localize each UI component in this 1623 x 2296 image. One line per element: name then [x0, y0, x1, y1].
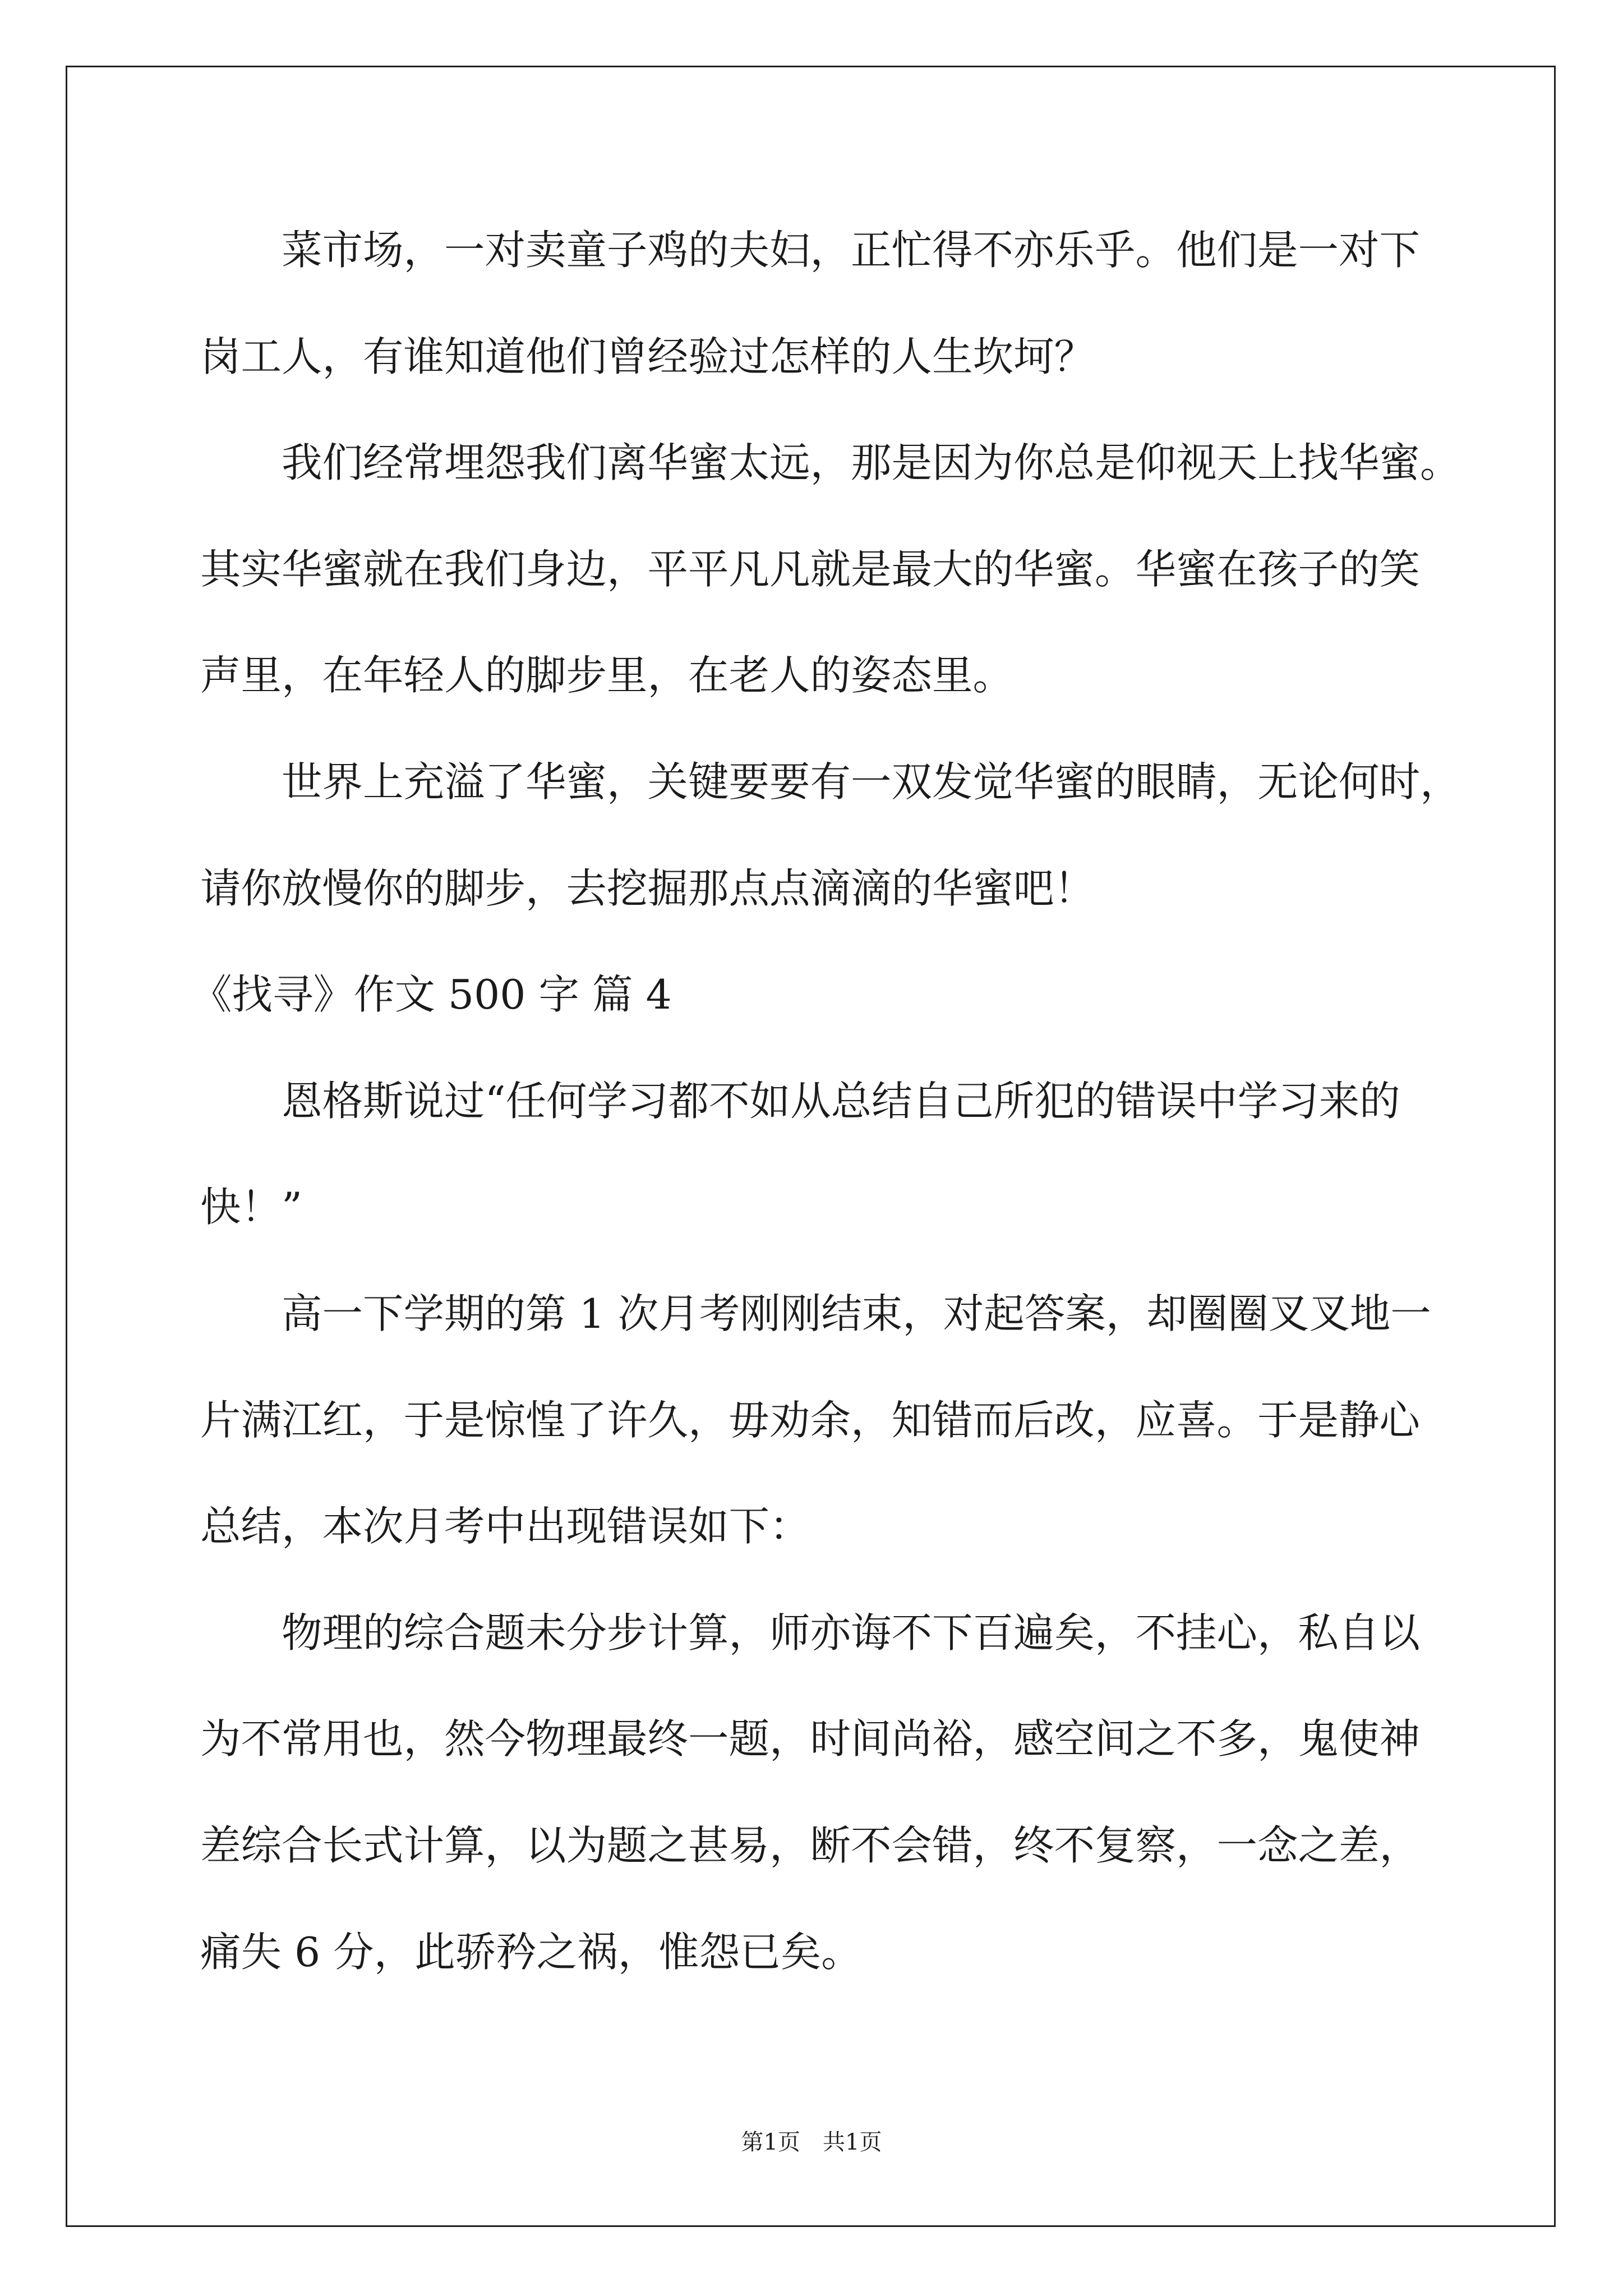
- paragraph-line: 岗工人，有谁知道他们曾经验过怎样的人生坎坷？: [200, 333, 1095, 381]
- paragraph: [200, 411, 1507, 730]
- paragraph-line: 为不常用也，然今物理最终一题，时间尚裕，感空间之不多，鬼使神: [200, 1716, 1420, 1764]
- paragraph: [200, 1262, 1507, 1581]
- paragraph: [200, 1581, 1507, 2006]
- paragraph-line: 痛失 6 分，此骄矜之祸，惟怨已矣。: [200, 1929, 862, 1976]
- paragraph-line: 快！”: [200, 1184, 303, 1232]
- paragraph-line: 菜市场，一对卖童子鸡的夫妇，正忙得不亦乐乎。他们是一对下: [282, 227, 1420, 274]
- essay-heading: 《找寻》作文 500 字 篇 4: [191, 972, 672, 1019]
- paragraph-line: 总结，本次月考中出现错误如下：: [200, 1503, 810, 1551]
- paragraph-line: 高一下学期的第 1 次月考刚刚结束，对起答案，却圈圈叉叉地一: [282, 1290, 1431, 1338]
- paragraph-line: 我们经常埋怨我们离华蜜太远，那是因为你总是仰视天上找华蜜。: [282, 440, 1461, 487]
- paragraph-line: 恩格斯说过“任何学习都不如从总结自己所犯的错误中学习来的: [282, 1078, 1400, 1125]
- document-body: [191, 198, 1507, 2006]
- paragraph-line: 差综合长式计算，以为题之甚易，断不会错，终不复察，一念之差，: [200, 1822, 1420, 1870]
- page-footer: 第1页 共1页: [741, 2129, 882, 2155]
- paragraph: [200, 730, 1507, 942]
- paragraph-line: 物理的综合题未分步计算，师亦诲不下百遍矣，不挂心，私自以: [282, 1609, 1420, 1657]
- paragraph-line: 请你放慢你的脚步，去挖掘那点点滴滴的华蜜吧！: [200, 865, 1095, 913]
- paragraph: [200, 198, 1507, 411]
- paragraph-line: 片满江红，于是惊惶了许久，毋劝余，知错而后改，应喜。于是静心: [200, 1397, 1420, 1444]
- paragraph-line: 世界上充溢了华蜜，关键要要有一双发觉华蜜的眼睛，无论何时，: [282, 758, 1461, 806]
- paragraph-line: 其实华蜜就在我们身边，平平凡凡就是最大的华蜜。华蜜在孩子的笑: [200, 546, 1420, 593]
- paragraph-line: 声里，在年轻人的脚步里，在老人的姿态里。: [200, 652, 1013, 700]
- paragraph: [200, 1049, 1507, 1262]
